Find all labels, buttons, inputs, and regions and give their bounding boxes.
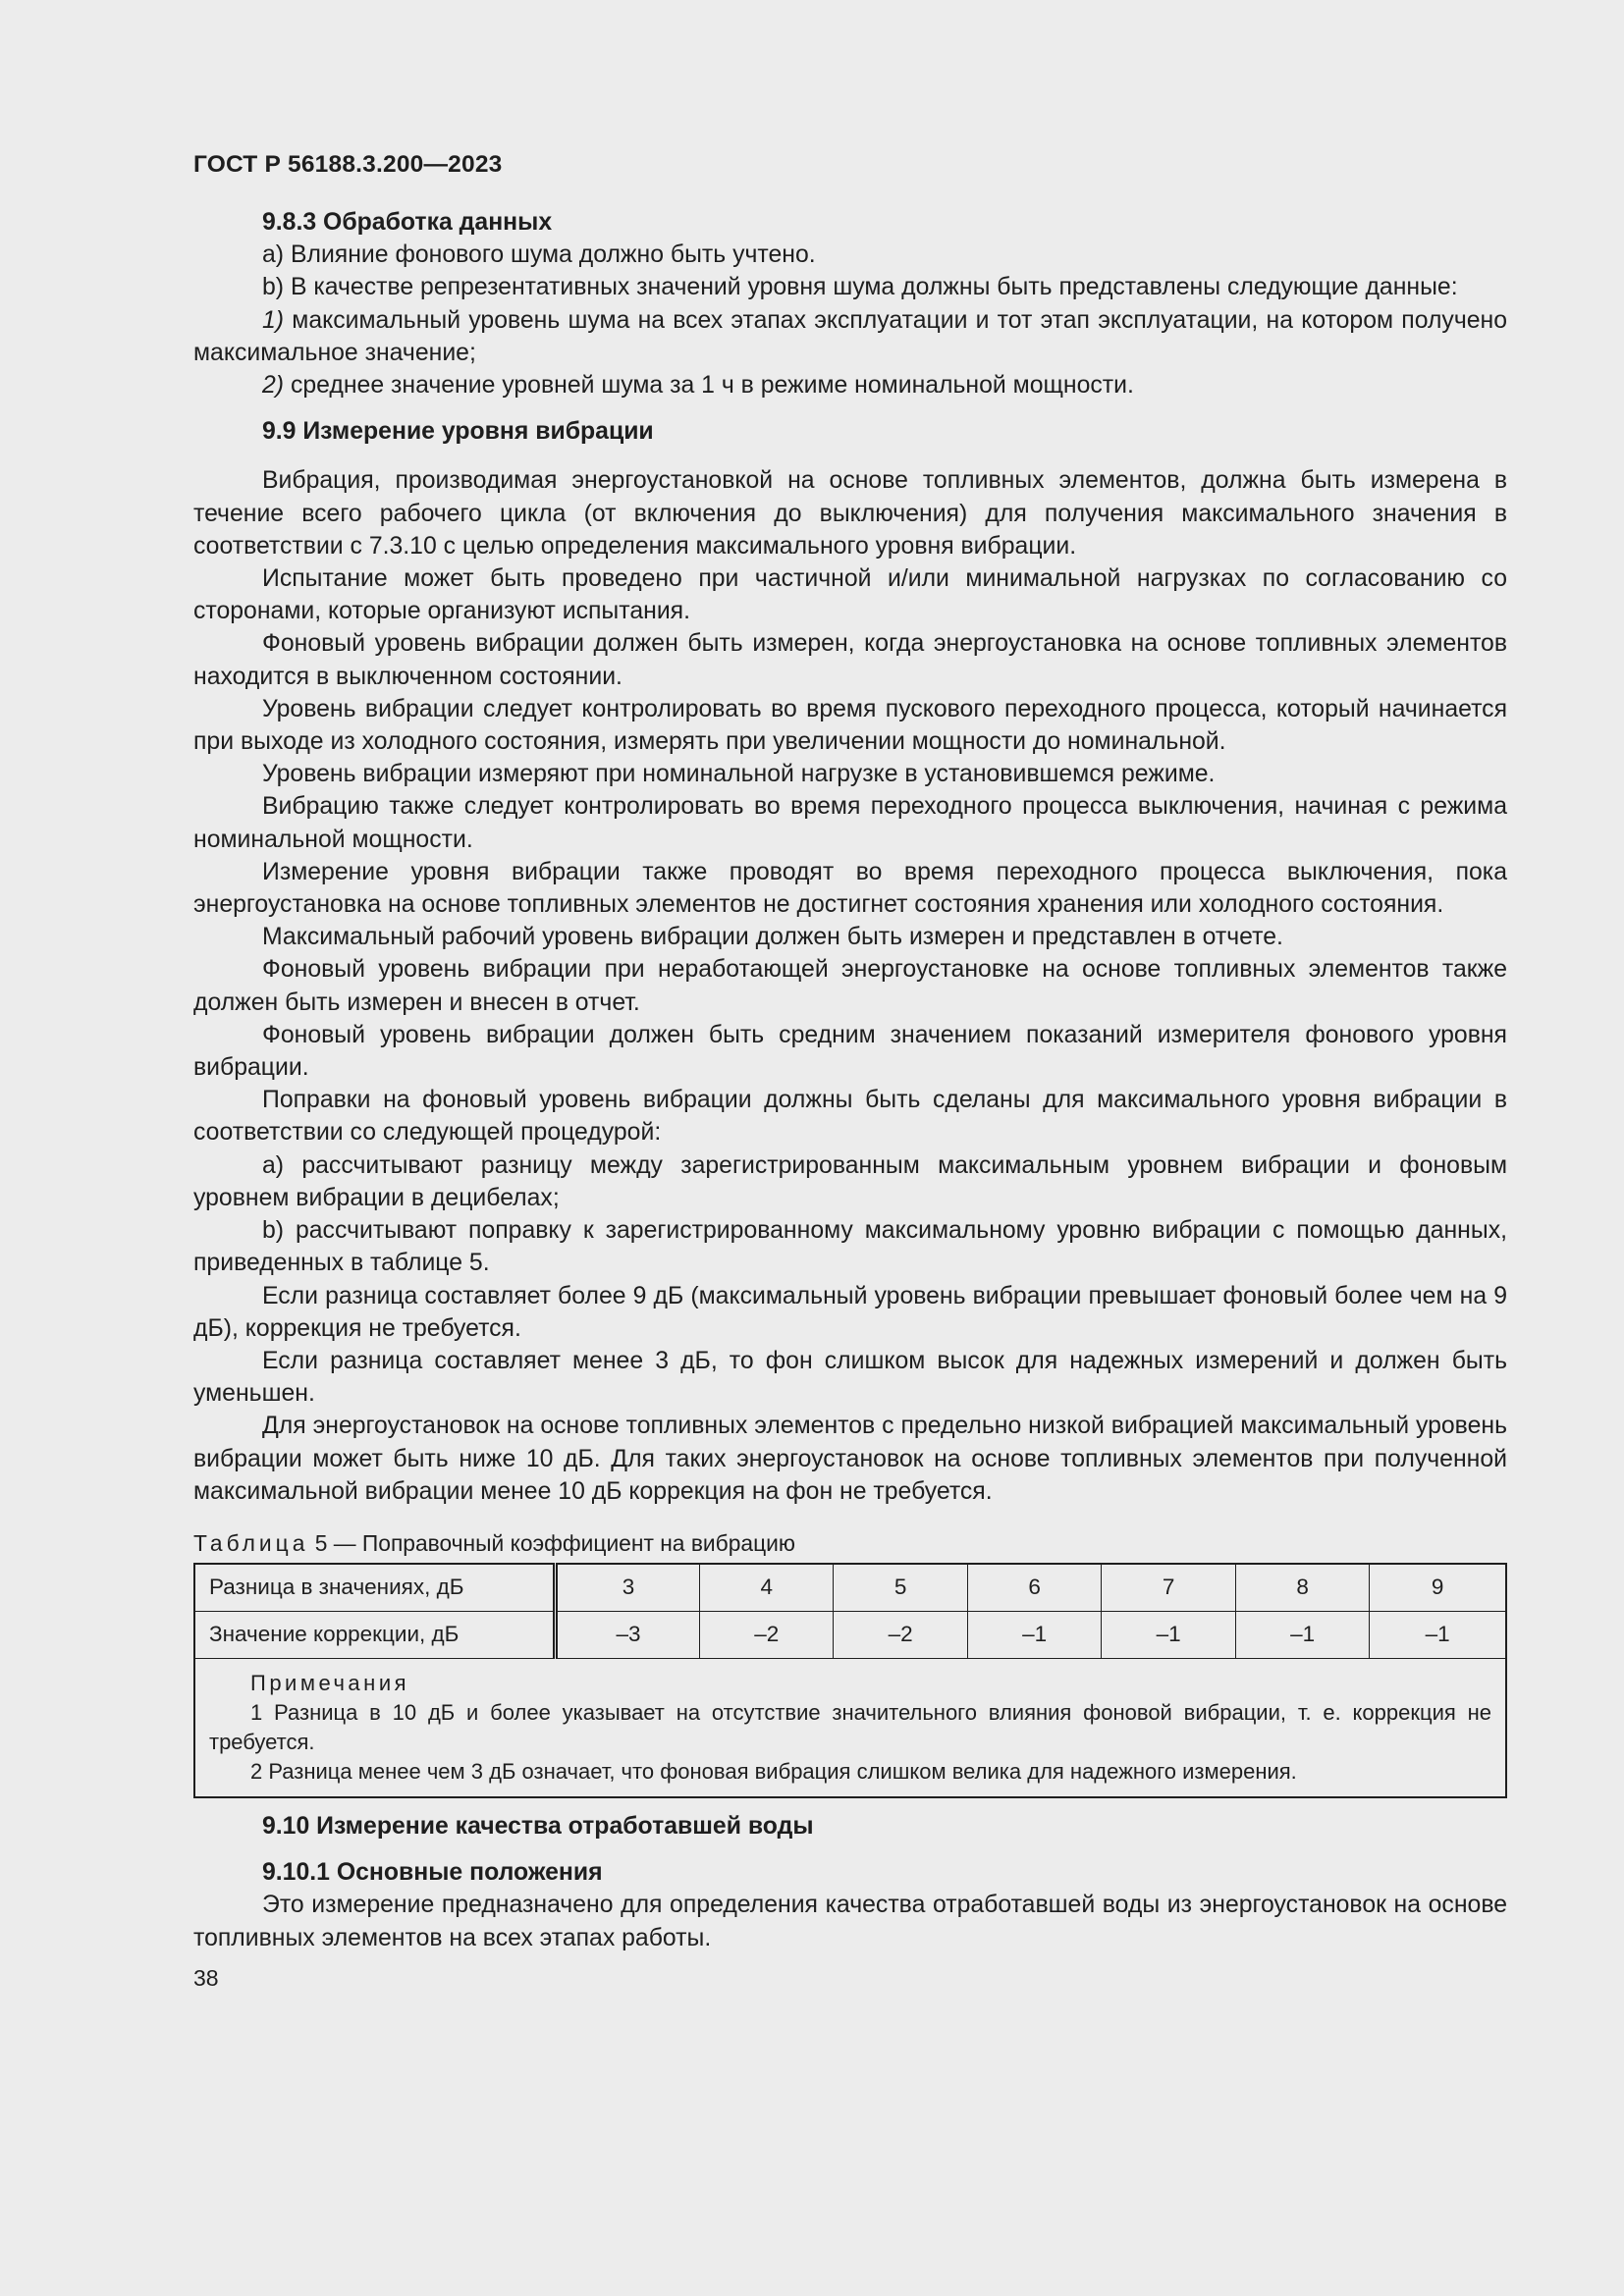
table-cell: 6 <box>967 1564 1101 1612</box>
row-header: Разница в значениях, дБ <box>194 1564 556 1612</box>
page-number: 38 <box>193 1964 219 1991</box>
list-text: максимальный уровень шума на всех этапах эксплуатации и тот этап эксплуатации, на котором получено максимальное значение; <box>193 306 1508 366</box>
paragraph: a) Влияние фонового шума должно быть учтено. <box>262 241 816 269</box>
table-caption-text: 5 — Поправочный коэффициент на вибрацию <box>314 1529 795 1556</box>
section-heading-9-10-1: 9.10.1 Основные положения <box>262 1859 603 1887</box>
table-cell: –2 <box>699 1611 833 1658</box>
table-cell: –1 <box>1102 1611 1235 1658</box>
table-cell: –1 <box>1235 1611 1369 1658</box>
paragraph: Максимальный рабочий уровень вибрации должен быть измерен и представлен в отчете. <box>262 924 1283 951</box>
document-header: ГОСТ Р 56188.3.200—2023 <box>193 151 503 178</box>
paragraph: Уровень вибрации измеряют при номинальной нагрузке в установившемся режиме. <box>262 761 1216 788</box>
paragraph: Вибрация, производимая энергоустановкой на основе топливных элементов, должна быть измерена в течение всего рабочего цикла (от включения до выключения) для получения максимального значения в соответствии с 7.3.10 с целью определения максимального уровня вибрации. <box>193 467 1507 560</box>
table-cell: 8 <box>1235 1564 1369 1612</box>
paragraph <box>193 369 1507 401</box>
paragraph <box>193 304 1507 369</box>
paragraph: a) рассчитывают разницу между зарегистрированным максимальным уровнем вибрации и фоновым уровнем вибрации в децибелах; <box>193 1151 1507 1211</box>
table-cell: –1 <box>1370 1611 1506 1658</box>
table-cell: 4 <box>699 1564 833 1612</box>
paragraph: Фоновый уровень вибрации при неработающей энергоустановке на основе топливных элементов также должен быть измерен и внесен в отчет. <box>193 956 1507 1016</box>
paragraph: Если разница составляет более 9 дБ (максимальный уровень вибрации превышает фоновый более чем на 9 дБ), коррекция не требуется. <box>193 1282 1507 1342</box>
section-heading-9-10: 9.10 Измерение качества отработавшей воды <box>262 1812 814 1840</box>
table-cell: 7 <box>1102 1564 1235 1612</box>
paragraph: b) рассчитывают поправку к зарегистрированному максимальному уровню вибрации с помощью данных, приведенных в таблице 5. <box>193 1217 1507 1277</box>
table-row <box>194 1564 1506 1612</box>
paragraph: Измерение уровня вибрации также проводят во время переходного процесса выключения, пока энергоустановка на основе топливных элементов не достигнет состояния хранения или холодного состояния. <box>193 858 1507 919</box>
paragraph: Для энергоустановок на основе топливных элементов с предельно низкой вибрацией максимальный уровень вибрации может быть ниже 10 дБ. Для таких энергоустановок на основе топливных элементов при полученной максимальной вибрации менее 10 дБ коррекция на фон не требуется. <box>193 1413 1507 1505</box>
table-notes-row <box>194 1658 1506 1797</box>
table-caption-label: Таблица <box>193 1529 309 1556</box>
table-notes <box>194 1658 1506 1797</box>
row-header: Значение коррекции, дБ <box>194 1611 556 1658</box>
document-page <box>193 145 1507 1994</box>
paragraph: Испытание может быть проведено при частичной и/или минимальной нагрузках по согласованию со сторонами, которые организуют испытания. <box>193 565 1507 625</box>
paragraph: Вибрацию также следует контролировать во время переходного процесса выключения, начиная с режима номинальной мощности. <box>193 793 1507 853</box>
table-cell: 5 <box>834 1564 967 1612</box>
note-1: 1 Разница в 10 дБ и более указывает на отсутствие значительного влияния фоновой вибрации, т. е. коррекция не требуется. <box>209 1699 1491 1754</box>
table-cell: 3 <box>556 1564 700 1612</box>
note-2: 2 Разница менее чем 3 дБ означает, что фоновая вибрация слишком велика для надежного измерения. <box>250 1758 1297 1784</box>
paragraph: Фоновый уровень вибрации должен быть средним значением показаний измерителя фонового уровня вибрации. <box>193 1021 1507 1082</box>
list-number: 1) <box>262 306 285 334</box>
table-caption <box>193 1527 1507 1559</box>
list-text: среднее значение уровней шума за 1 ч в режиме номинальной мощности. <box>290 372 1134 400</box>
table-cell: –1 <box>967 1611 1101 1658</box>
table-row <box>194 1611 1506 1658</box>
section-heading-9-9: 9.9 Измерение уровня вибрации <box>262 418 654 446</box>
table-cell: –2 <box>834 1611 967 1658</box>
list-number: 2) <box>262 372 285 400</box>
table-cell: 9 <box>1370 1564 1506 1612</box>
table-cell: –3 <box>556 1611 700 1658</box>
paragraph: Уровень вибрации следует контролировать во время пускового переходного процесса, который начинается при выходе из холодного состояния, измерять при увеличении мощности до номинальной. <box>193 695 1507 756</box>
paragraph: Это измерение предназначено для определения качества отработавшей воды из энергоустановок на основе топливных элементов на всех этапах работы. <box>193 1892 1507 1951</box>
notes-title: Примечания <box>250 1670 410 1695</box>
correction-table <box>193 1563 1507 1798</box>
paragraph: Поправки на фоновый уровень вибрации должны быть сделаны для максимального уровня вибрации в соответствии со следующей процедурой: <box>193 1087 1507 1147</box>
paragraph: Если разница составляет менее 3 дБ, то фон слишком высок для надежных измерений и должен быть уменьшен. <box>193 1347 1507 1408</box>
paragraph: Фоновый уровень вибрации должен быть измерен, когда энергоустановка на основе топливных элементов находится в выключенном состоянии. <box>193 630 1507 690</box>
section-heading-9-8-3: 9.8.3 Обработка данных <box>262 209 553 236</box>
paragraph: b) В качестве репрезентативных значений уровня шума должны быть представлены следующие данные: <box>262 274 1458 301</box>
